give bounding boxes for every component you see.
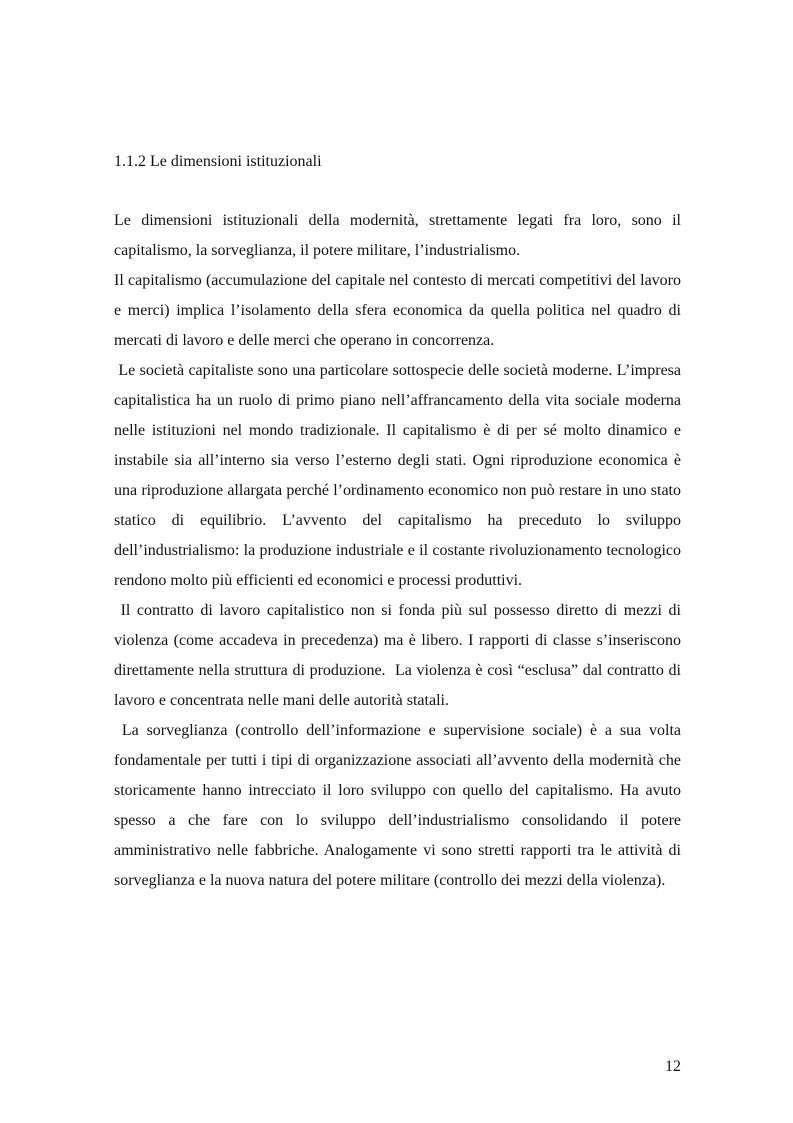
body-text (114, 206, 686, 896)
paragraph-labor-contract: Il contratto di lavoro capitalistico non si fonda più sul possesso diretto di mezzi di violenza (come accadeva in precedenza) ma è libero. I rapporti di classe s’inseriscono direttamente nella struttura di produzione. La violenza è così “esclusa” dal contratto di lavoro e concentrata nelle mani delle autorità statali. (114, 602, 686, 709)
paragraph-capitalism-definition: Il capitalismo (accumulazione del capitale nel contesto di mercati competitivi del lavoro e merci) implica l’isolamento della sfera economica da quella politica nel quadro di mercati di lavoro e delle merci che operano in concorrenza. (114, 272, 685, 349)
section-heading: 1.1.2 Le dimensioni istituzionali (114, 153, 322, 170)
page-number: 12 (665, 1058, 681, 1075)
paragraph-capitalist-societies: Le società capitaliste sono una particolare sottospecie delle società moderne. L’impresa capitalistica ha un ruolo di primo piano nell’affrancamento della vita sociale moderna nelle istituzioni nel mondo tradizionale. Il capitalismo è di per sé molto dinamico e instabile sia all’interno sia verso l’esterno degli stati. Ogni riproduzione economica è una riproduzione allargata perché l’ordinamento economico non può restare in uno stato statico di equilibrio. L’avvento del capitalismo ha preceduto lo sviluppo dell’industrialismo: la produzione industriale e il costante rivoluzionamento tecnologico rendono molto più efficienti ed economici e processi produttivi. (114, 362, 686, 589)
paragraph-modernity-dimensions: Le dimensioni istituzionali della modernità, strettamente legati fra loro, sono il capitalismo, la sorveglianza, il potere militare, l’industrialismo. (114, 212, 685, 259)
paragraph-surveillance: La sorveglianza (controllo dell’informazione e supervisione sociale) è a sua volta fondamentale per tutti i tipi di organizzazione associati all’avvento della modernità che storicamente hanno intrecciato il loro sviluppo con quello del capitalismo. Ha avuto spesso a che fare con lo sviluppo dell’industrialismo consolidando il potere amministrativo nelle fabbriche. Analogamente vi sono stretti rapporti tra le attività di sorveglianza e la nuova natura del potere militare (controllo dei mezzi della violenza). (114, 722, 686, 889)
